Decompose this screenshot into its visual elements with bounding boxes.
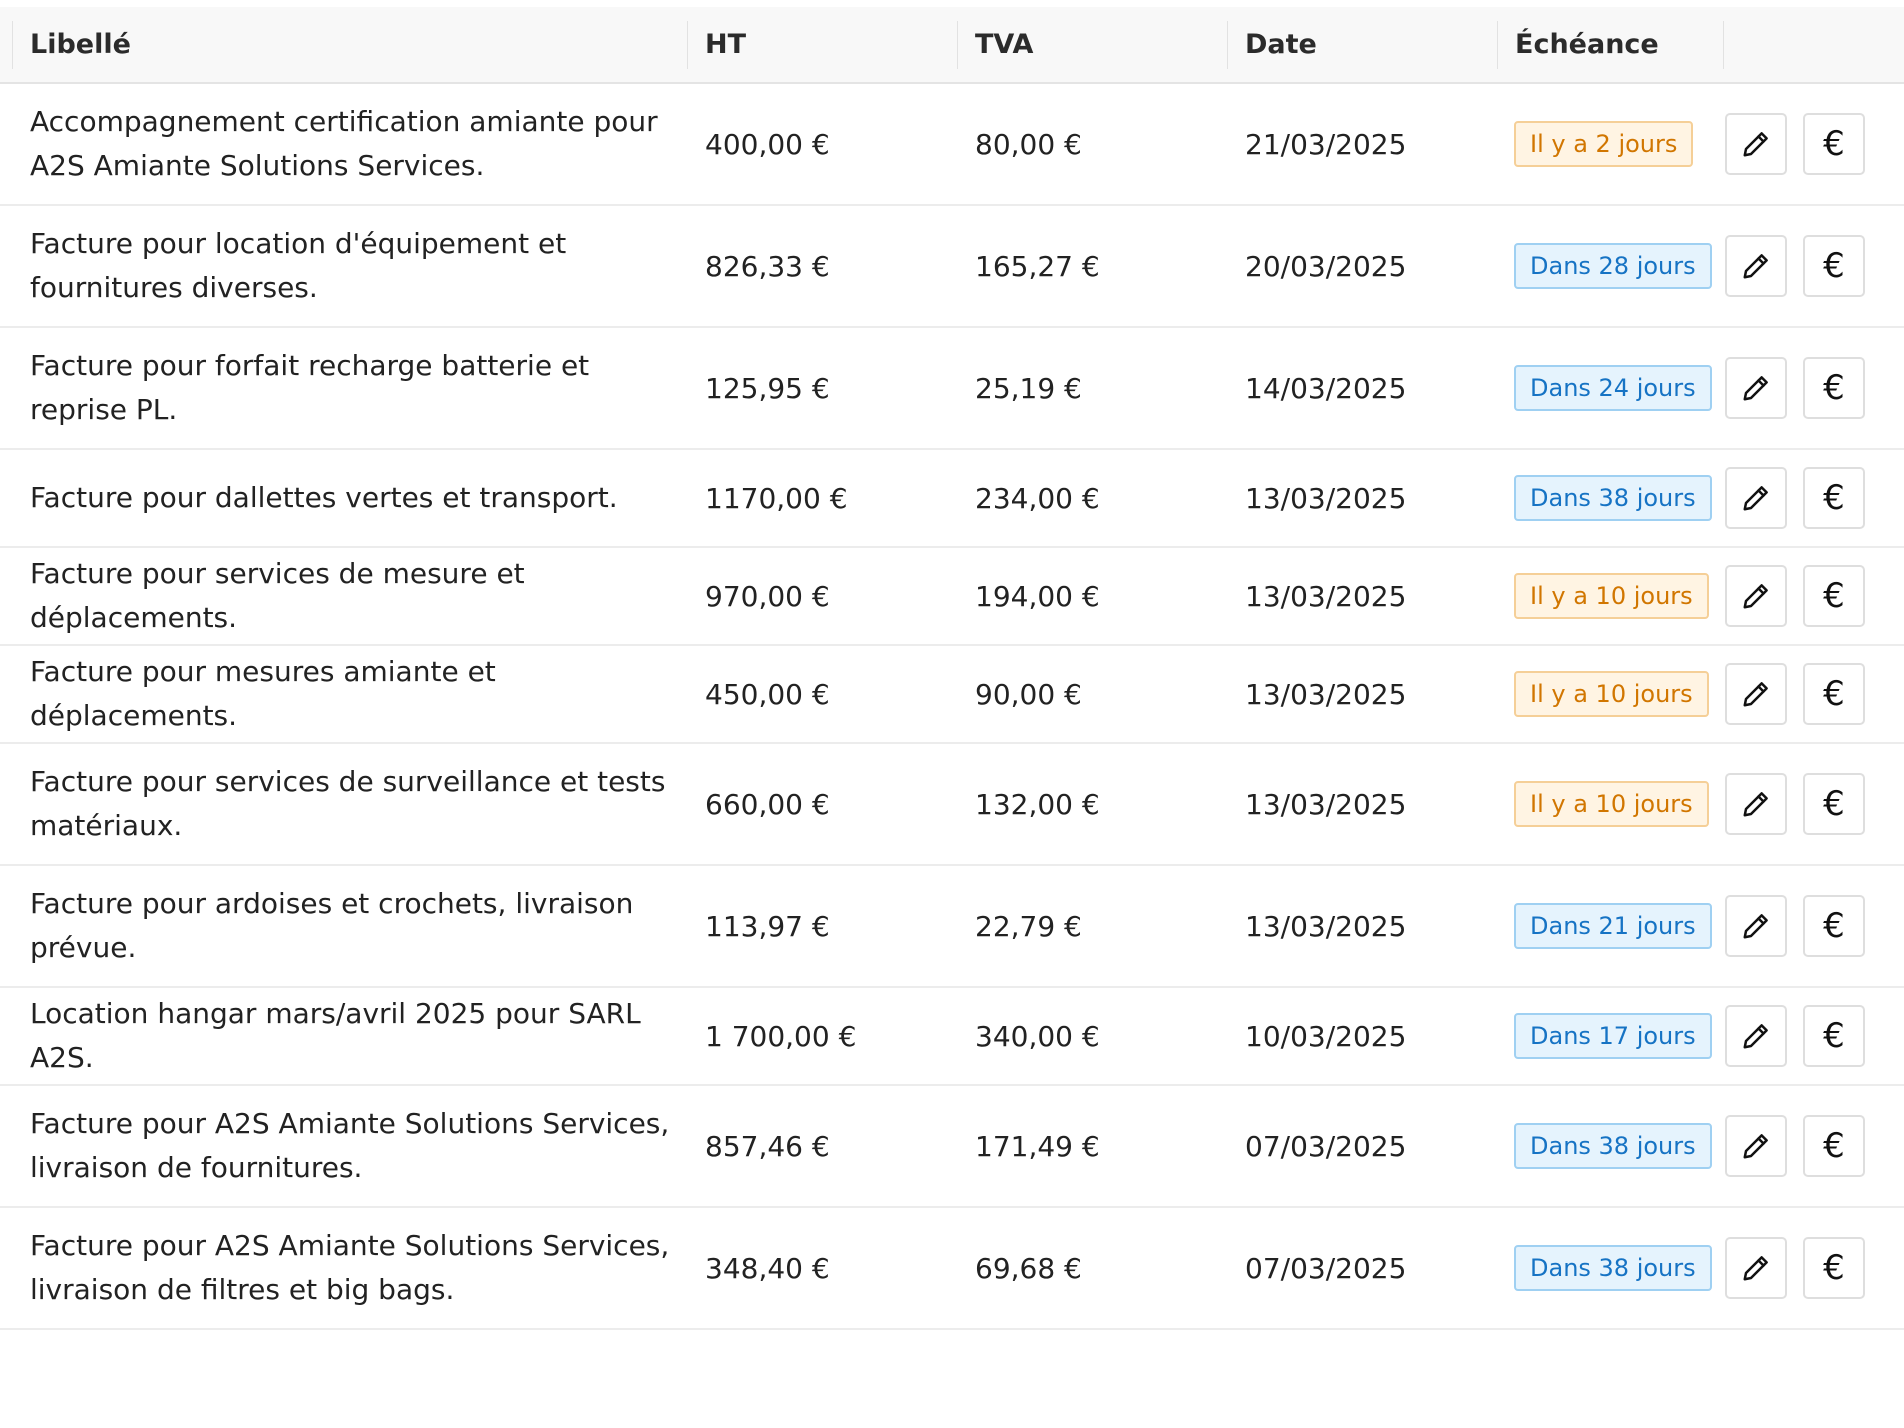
due-status-badge: Dans 38 jours <box>1514 475 1712 521</box>
cell-ht: 857,46 € <box>705 1129 830 1163</box>
due-status-badge: Dans 28 jours <box>1514 243 1712 289</box>
cell-libelle: Facture pour ardoises et crochets, livraison prévue. <box>30 887 634 964</box>
cell-echeance <box>1498 83 1724 205</box>
column-header-actions <box>1724 7 1904 83</box>
table-row[interactable] <box>0 1207 1904 1329</box>
cell-date: 07/03/2025 <box>1245 1129 1407 1163</box>
due-status-badge: Dans 38 jours <box>1514 1245 1712 1291</box>
cell-tva: 69,68 € <box>975 1251 1082 1285</box>
cell-echeance <box>1498 1207 1724 1329</box>
euro-icon: € <box>1823 906 1845 946</box>
cell-ht: 348,40 € <box>705 1251 830 1285</box>
table-row[interactable] <box>0 205 1904 327</box>
payment-button[interactable] <box>1803 1115 1865 1177</box>
due-status-badge: Il y a 2 jours <box>1514 121 1693 167</box>
payment-button[interactable] <box>1803 357 1865 419</box>
cell-libelle: Facture pour services de mesure et déplacements. <box>30 557 525 634</box>
cell-date: 13/03/2025 <box>1245 909 1407 943</box>
column-header-echeance[interactable]: Échéance <box>1498 7 1724 83</box>
due-status-badge: Dans 38 jours <box>1514 1123 1712 1169</box>
cell-date: 07/03/2025 <box>1245 1251 1407 1285</box>
payment-button[interactable] <box>1803 235 1865 297</box>
cell-actions <box>1724 205 1904 327</box>
due-status-badge: Dans 24 jours <box>1514 365 1712 411</box>
invoices-table-container <box>0 7 1904 1330</box>
euro-icon: € <box>1823 124 1845 164</box>
table-row[interactable] <box>0 547 1904 645</box>
cell-date: 20/03/2025 <box>1245 249 1407 283</box>
column-header-date[interactable]: Date <box>1228 7 1498 83</box>
edit-button[interactable] <box>1725 663 1787 725</box>
cell-ht: 1170,00 € <box>705 481 848 515</box>
cell-ht: 1 700,00 € <box>705 1019 857 1053</box>
pencil-icon <box>1741 581 1771 611</box>
table-row[interactable] <box>0 645 1904 743</box>
cell-actions <box>1724 1207 1904 1329</box>
cell-tva: 234,00 € <box>975 481 1100 515</box>
cell-libelle: Facture pour A2S Amiante Solutions Services, livraison de filtres et big bags. <box>30 1229 670 1306</box>
pencil-icon <box>1741 1253 1771 1283</box>
cell-actions <box>1724 449 1904 547</box>
cell-ht: 450,00 € <box>705 677 830 711</box>
pencil-icon <box>1741 251 1771 281</box>
euro-icon: € <box>1823 368 1845 408</box>
cell-actions <box>1724 83 1904 205</box>
euro-icon: € <box>1823 246 1845 286</box>
edit-button[interactable] <box>1725 357 1787 419</box>
cell-echeance <box>1498 205 1724 327</box>
cell-actions <box>1724 987 1904 1085</box>
edit-button[interactable] <box>1725 895 1787 957</box>
cell-tva: 90,00 € <box>975 677 1082 711</box>
cell-ht: 125,95 € <box>705 371 830 405</box>
table-row[interactable] <box>0 83 1904 205</box>
euro-icon: € <box>1823 478 1845 518</box>
cell-echeance <box>1498 547 1724 645</box>
column-header-tva[interactable]: TVA <box>958 7 1228 83</box>
payment-button[interactable] <box>1803 1005 1865 1067</box>
table-row[interactable] <box>0 1085 1904 1207</box>
cell-libelle: Accompagnement certification amiante pour A2S Amiante Solutions Services. <box>30 105 658 182</box>
edit-button[interactable] <box>1725 1115 1787 1177</box>
column-header-libelle[interactable]: Libellé <box>0 7 688 83</box>
euro-icon: € <box>1823 1126 1845 1166</box>
table-row[interactable] <box>0 865 1904 987</box>
cell-tva: 340,00 € <box>975 1019 1100 1053</box>
pencil-icon <box>1741 129 1771 159</box>
invoices-table <box>0 7 1904 1330</box>
table-row[interactable] <box>0 987 1904 1085</box>
table-body <box>0 83 1904 1329</box>
cell-libelle: Facture pour services de surveillance et tests matériaux. <box>30 765 666 842</box>
payment-button[interactable] <box>1803 773 1865 835</box>
cell-tva: 165,27 € <box>975 249 1100 283</box>
cell-date: 13/03/2025 <box>1245 787 1407 821</box>
cell-date: 21/03/2025 <box>1245 127 1407 161</box>
due-status-badge: Dans 17 jours <box>1514 1013 1712 1059</box>
pencil-icon <box>1741 483 1771 513</box>
edit-button[interactable] <box>1725 565 1787 627</box>
cell-date: 10/03/2025 <box>1245 1019 1407 1053</box>
pencil-icon <box>1741 789 1771 819</box>
euro-icon: € <box>1823 1016 1845 1056</box>
cell-libelle: Location hangar mars/avril 2025 pour SARL A2S. <box>30 997 641 1074</box>
cell-date: 14/03/2025 <box>1245 371 1407 405</box>
cell-ht: 970,00 € <box>705 579 830 613</box>
edit-button[interactable] <box>1725 773 1787 835</box>
payment-button[interactable] <box>1803 663 1865 725</box>
cell-libelle: Facture pour dallettes vertes et transport. <box>30 481 618 514</box>
cell-echeance <box>1498 1085 1724 1207</box>
cell-echeance <box>1498 449 1724 547</box>
table-row[interactable] <box>0 327 1904 449</box>
payment-button[interactable] <box>1803 1237 1865 1299</box>
table-header <box>0 7 1904 83</box>
cell-ht: 826,33 € <box>705 249 830 283</box>
due-status-badge: Il y a 10 jours <box>1514 573 1709 619</box>
cell-ht: 660,00 € <box>705 787 830 821</box>
cell-actions <box>1724 327 1904 449</box>
header-row <box>0 7 1904 83</box>
edit-button[interactable] <box>1725 235 1787 297</box>
pencil-icon <box>1741 911 1771 941</box>
cell-actions <box>1724 547 1904 645</box>
table-row[interactable] <box>0 743 1904 865</box>
cell-libelle: Facture pour forfait recharge batterie et reprise PL. <box>30 349 590 426</box>
payment-button[interactable] <box>1803 565 1865 627</box>
payment-button[interactable] <box>1803 113 1865 175</box>
euro-icon: € <box>1823 1248 1845 1288</box>
cell-date: 13/03/2025 <box>1245 481 1407 515</box>
cell-ht: 113,97 € <box>705 909 830 943</box>
cell-libelle: Facture pour mesures amiante et déplacements. <box>30 655 496 732</box>
cell-tva: 194,00 € <box>975 579 1100 613</box>
edit-button[interactable] <box>1725 113 1787 175</box>
cell-echeance <box>1498 645 1724 743</box>
cell-tva: 171,49 € <box>975 1129 1100 1163</box>
due-status-badge: Il y a 10 jours <box>1514 781 1709 827</box>
cell-date: 13/03/2025 <box>1245 579 1407 613</box>
cell-echeance <box>1498 327 1724 449</box>
payment-button[interactable] <box>1803 467 1865 529</box>
edit-button[interactable] <box>1725 1237 1787 1299</box>
cell-echeance <box>1498 987 1724 1085</box>
cell-libelle: Facture pour location d'équipement et fournitures diverses. <box>30 227 567 304</box>
due-status-badge: Il y a 10 jours <box>1514 671 1709 717</box>
payment-button[interactable] <box>1803 895 1865 957</box>
cell-tva: 22,79 € <box>975 909 1082 943</box>
cell-tva: 80,00 € <box>975 127 1082 161</box>
edit-button[interactable] <box>1725 467 1787 529</box>
cell-libelle: Facture pour A2S Amiante Solutions Services, livraison de fournitures. <box>30 1107 670 1184</box>
pencil-icon <box>1741 1021 1771 1051</box>
cell-actions <box>1724 645 1904 743</box>
cell-actions <box>1724 743 1904 865</box>
column-header-ht[interactable]: HT <box>688 7 958 83</box>
cell-echeance <box>1498 865 1724 987</box>
euro-icon: € <box>1823 784 1845 824</box>
cell-date: 13/03/2025 <box>1245 677 1407 711</box>
cell-ht: 400,00 € <box>705 127 830 161</box>
cell-actions <box>1724 1085 1904 1207</box>
euro-icon: € <box>1823 674 1845 714</box>
pencil-icon <box>1741 373 1771 403</box>
cell-actions <box>1724 865 1904 987</box>
euro-icon: € <box>1823 576 1845 616</box>
table-row[interactable] <box>0 449 1904 547</box>
edit-button[interactable] <box>1725 1005 1787 1067</box>
cell-echeance <box>1498 743 1724 865</box>
cell-tva: 132,00 € <box>975 787 1100 821</box>
due-status-badge: Dans 21 jours <box>1514 903 1712 949</box>
pencil-icon <box>1741 679 1771 709</box>
pencil-icon <box>1741 1131 1771 1161</box>
cell-tva: 25,19 € <box>975 371 1082 405</box>
